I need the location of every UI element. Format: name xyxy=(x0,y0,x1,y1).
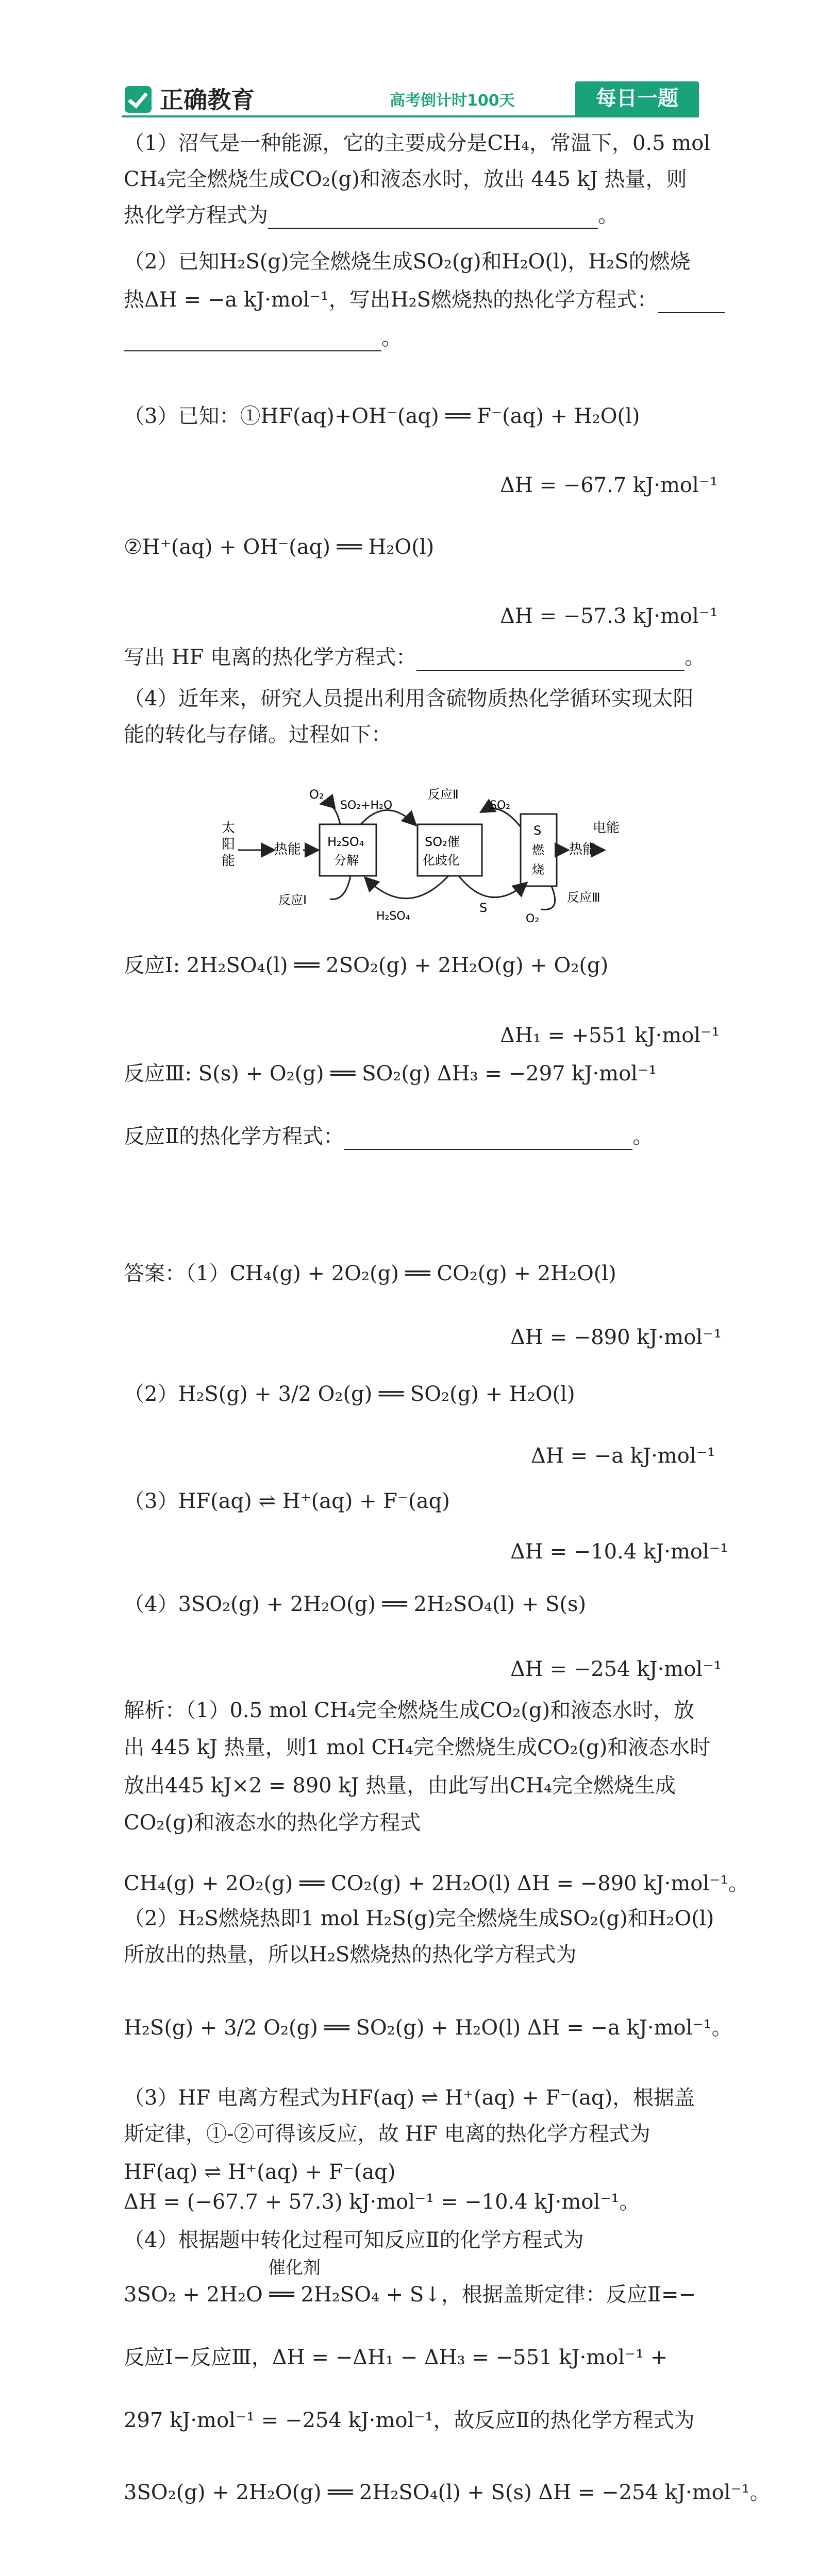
q3-line3-text: 写出 HF 电离的热化学方程式： xyxy=(124,646,417,669)
q3-line1: （3）已知：①HF(aq)+OH⁻(aq) ══ F⁻(aq) + H₂O(l) xyxy=(124,404,640,428)
box3-line1: S xyxy=(533,823,542,838)
elec-label: 电能 xyxy=(593,820,620,836)
q2-line2-text: 热ΔH = −a kJ·mol⁻¹，写出H₂S燃烧热的热化学方程式： xyxy=(124,288,658,312)
box2-line1: SO₂催 xyxy=(425,835,460,849)
q1-line2: CH₄完全燃烧生成CO₂(g)和液态水时，放出 445 kJ 热量，则 xyxy=(124,167,687,191)
analysis-p1-l4: CO₂(g)和液态水的热化学方程式 xyxy=(124,1811,421,1835)
answer-4-dh: ΔH = −254 kJ·mol⁻¹ xyxy=(510,1657,722,1681)
brand-name: 正确教育 xyxy=(160,86,255,114)
analysis-p4-l1: （4）根据题中转化过程可知反应Ⅱ的化学方程式为 xyxy=(124,2228,584,2252)
q1-line3-text: 热化学方程式为 xyxy=(124,204,268,227)
arrow-so2-h2o xyxy=(361,810,415,825)
arrow-s-forward xyxy=(459,876,526,897)
arrow-o2-in xyxy=(541,886,555,909)
reaction1: 反应Ⅰ: 2H₂SO₄(l) ══ 2SO₂(g) + 2H₂O(g) + O₂(g) xyxy=(124,954,609,977)
analysis-p3-l4: ΔH = (−67.7 + 57.3) kJ·mol⁻¹ = −10.4 kJ·mol⁻¹。 xyxy=(124,2190,640,2214)
q2-line2 xyxy=(124,286,725,313)
answer-4: （4）3SO₂(g) + 2H₂O(g) ══ 2H₂SO₄(l) + S(s) xyxy=(124,1592,587,1616)
heat-label-1: 热能 xyxy=(274,842,302,857)
q2-answer-blank-a xyxy=(658,292,725,313)
page-header xyxy=(122,81,699,117)
q3-dh2: ΔH = −57.3 kJ·mol⁻¹ xyxy=(500,604,718,628)
countdown-subtitle: 高考倒计时100天 xyxy=(390,92,515,110)
answer-2-dh: ΔH = −a kJ·mol⁻¹ xyxy=(531,1444,715,1468)
q1-answer-blank xyxy=(268,207,598,229)
q4-line2: 能的转化与存储。过程如下： xyxy=(124,723,392,747)
analysis-p1-l2: 出 445 kJ 热量，则1 mol CH₄完全燃烧生成CO₂(g)和液态水时 xyxy=(124,1736,711,1759)
analysis-p1-l5: CH₄(g) + 2O₂(g) ══ CO₂(g) + 2H₂O(l) ΔH = −890 kJ·mol⁻¹。 xyxy=(124,1872,749,1895)
box3-line3: 烧 xyxy=(532,862,544,877)
sun-label-2: 阳 xyxy=(222,837,236,852)
analysis-p4-l2: 3SO₂ + 2H₂O ══ 2H₂SO₄ + S↓，根据盖斯定律：反应Ⅱ=− xyxy=(124,2283,696,2307)
so2-h2o-label: SO₂+H₂O xyxy=(340,799,393,812)
sulfur-cycle-diagram xyxy=(211,781,624,935)
analysis-p3-l3: HF(aq) ⇌ H⁺(aq) + F⁻(aq) xyxy=(124,2160,396,2184)
rxn2-label: 反应Ⅱ xyxy=(428,787,459,802)
analysis-p4-l4: 297 kJ·mol⁻¹ = −254 kJ·mol⁻¹，故反应Ⅱ的热化学方程式为 xyxy=(124,2409,695,2432)
analysis-p3-l2: 斯定律，①-②可得该反应，故 HF 电离的热化学方程式为 xyxy=(124,2122,650,2146)
q4-line3-text: 反应Ⅱ的热化学方程式： xyxy=(124,1125,344,1148)
rxn3-label: 反应Ⅲ xyxy=(567,890,600,905)
so2-top-label: SO₂ xyxy=(490,799,511,812)
q3-answer-blank xyxy=(416,649,685,671)
arrow-o2-out xyxy=(322,804,340,825)
analysis-p1-l1: 解析：（1）0.5 mol CH₄完全燃烧生成CO₂(g)和液态水时，放 xyxy=(124,1699,695,1722)
analysis-p4-l5: 3SO₂(g) + 2H₂O(g) ══ 2H₂SO₄(l) + S(s) ΔH = −254 kJ·mol⁻¹。 xyxy=(124,2481,771,2504)
analysis-p1-l3: 放出445 kJ×2 = 890 kJ 热量，由此写出CH₄完全燃烧生成 xyxy=(124,1774,676,1798)
box1-line2: 分解 xyxy=(334,853,359,868)
answer-3-dh: ΔH = −10.4 kJ·mol⁻¹ xyxy=(510,1540,728,1564)
q2-line1: （2）已知H₂S(g)完全燃烧生成SO₂(g)和H₂O(l)，H₂S的燃烧 xyxy=(124,250,691,274)
answer-1: 答案：（1）CH₄(g) + 2O₂(g) ══ CO₂(g) + 2H₂O(l) xyxy=(124,1262,616,1285)
reaction1-dh: ΔH₁ = +551 kJ·mol⁻¹ xyxy=(500,1024,720,1047)
answer-3: （3）HF(aq) ⇌ H⁺(aq) + F⁻(aq) xyxy=(124,1489,450,1513)
box3-line2: 燃 xyxy=(532,843,544,857)
o2-bottom-label: O₂ xyxy=(526,912,540,925)
q4-answer-blank xyxy=(344,1128,632,1150)
daily-question-badge: 每日一题 xyxy=(575,81,699,115)
analysis-p2-l3: H₂S(g) + 3/2 O₂(g) ══ SO₂(g) + H₂O(l) ΔH = −a kJ·mol⁻¹。 xyxy=(124,2016,732,2040)
sun-label-3: 能 xyxy=(222,853,236,869)
box-h2so4-decomp xyxy=(320,824,376,876)
q1-line1: （1）沼气是一种能源，它的主要成分是CH₄，常温下，0.5 mol xyxy=(124,131,711,155)
header-divider xyxy=(122,115,699,117)
q2-line3: 。 xyxy=(124,325,402,351)
o2-top-label: O₂ xyxy=(309,787,324,802)
cycle-diagram-svg xyxy=(211,781,624,935)
analysis-p2-l1: （2）H₂S燃烧热即1 mol H₂S(g)完全燃烧生成SO₂(g)和H₂O(l) xyxy=(124,1907,714,1930)
catalyst-label: 催化剂 xyxy=(268,2258,321,2278)
sun-label-1: 太 xyxy=(222,820,236,836)
arrow-rxn1 xyxy=(330,876,350,899)
h2so4-label: H₂SO₄ xyxy=(376,910,410,923)
q3-line2: ②H⁺(aq) + OH⁻(aq) ══ H₂O(l) xyxy=(124,535,435,559)
box2-line2: 化歧化 xyxy=(423,853,460,868)
q4-line3: 反应Ⅱ的热化学方程式： 。 xyxy=(124,1123,653,1150)
q3-line3: 写出 HF 电离的热化学方程式： 。 xyxy=(124,644,705,671)
answer-1-dh: ΔH = −890 kJ·mol⁻¹ xyxy=(510,1326,722,1349)
check-logo-icon xyxy=(125,86,152,113)
reaction3: 反应Ⅲ: S(s) + O₂(g) ══ SO₂(g) ΔH₃ = −297 kJ·mol⁻¹ xyxy=(124,1062,657,1086)
analysis-p4-l3: 反应Ⅰ−反应Ⅲ，ΔH = −ΔH₁ − ΔH₃ = −551 kJ·mol⁻¹ + xyxy=(124,2346,668,2369)
analysis-p3-l1: （3）HF 电离方程式为HF(aq) ⇌ H⁺(aq) + F⁻(aq)，根据盖 xyxy=(124,2086,695,2110)
q3-dh1: ΔH = −67.7 kJ·mol⁻¹ xyxy=(500,473,718,497)
arrow-h2so4-back xyxy=(366,876,448,899)
box1-line1: H₂SO₄ xyxy=(327,835,364,849)
q2-answer-blank-b xyxy=(124,330,381,351)
s-label: S xyxy=(479,901,488,915)
heat-label-2: 热能 xyxy=(569,842,596,857)
q1-line3: 热化学方程式为 。 xyxy=(124,202,619,229)
analysis-p2-l2: 所放出的热量，所以H₂S燃烧热的热化学方程式为 xyxy=(124,1943,577,1967)
answer-2: （2）H₂S(g) + 3/2 O₂(g) ══ SO₂(g) + H₂O(l) xyxy=(124,1382,575,1406)
box-so2-disprop xyxy=(418,824,482,876)
rxn1-label: 反应Ⅰ xyxy=(278,893,307,907)
q4-line1: （4）近年来，研究人员提出利用含硫物质热化学循环实现太阳 xyxy=(124,687,694,710)
